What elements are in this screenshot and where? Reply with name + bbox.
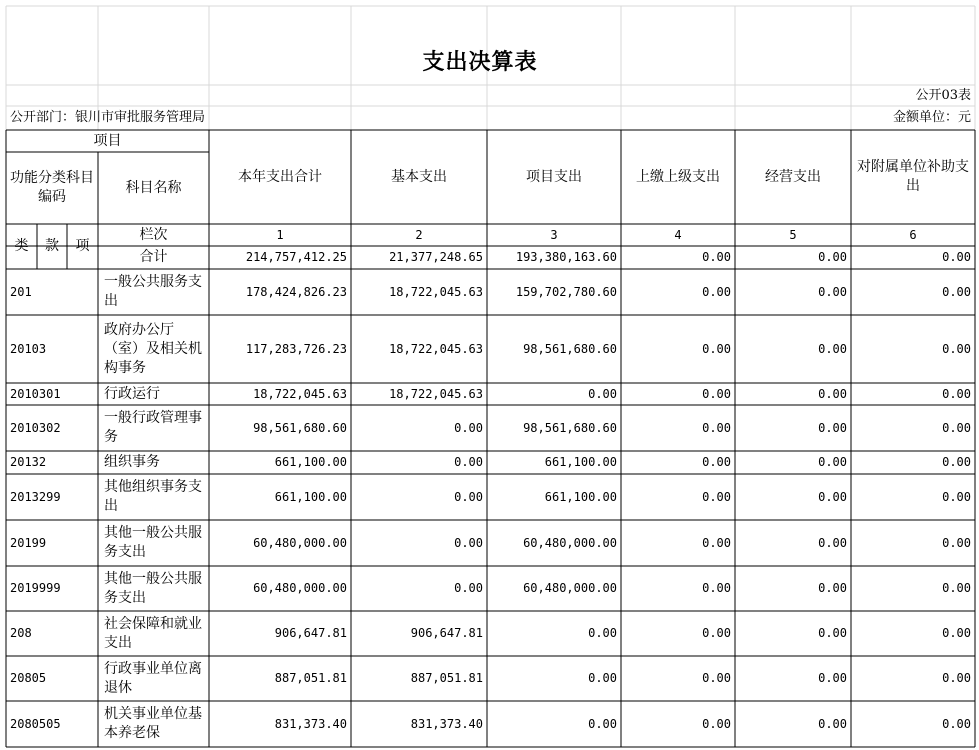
- column-header: 项目支出: [526, 168, 582, 185]
- row-value: 0.00: [702, 420, 731, 435]
- header-func-code: 功能分类科目编码: [10, 170, 94, 205]
- row-subject-name: 行政运行: [104, 385, 160, 402]
- row-value: 0.00: [588, 626, 617, 640]
- row-value: 0.00: [942, 341, 971, 356]
- row-value: 18,722,045.63: [389, 341, 483, 356]
- header-lei: 类: [14, 238, 29, 254]
- row-value: 0.00: [818, 626, 847, 640]
- row-value: 661,100.00: [544, 455, 617, 469]
- row-code: 20132: [10, 455, 47, 469]
- row-value: 60,480,000.00: [523, 535, 617, 550]
- total-value: 0.00: [942, 250, 971, 264]
- column-header: 对附属单位补助支出: [857, 159, 969, 194]
- row-value: 0.00: [702, 671, 731, 685]
- column-number: 6: [909, 227, 917, 242]
- row-code: 2010302: [10, 420, 61, 435]
- header-heji: 合计: [139, 249, 168, 265]
- row-value: 0.00: [702, 581, 731, 595]
- row-code: 20199: [10, 535, 47, 550]
- row-value: 60,480,000.00: [253, 581, 347, 595]
- row-value: 0.00: [454, 535, 483, 550]
- row-subject-name: 其他一般公共服务支出: [104, 570, 202, 606]
- row-value: 18,722,045.63: [389, 386, 483, 401]
- row-value: 0.00: [702, 386, 731, 401]
- row-value: 0.00: [702, 341, 731, 356]
- row-value: 0.00: [702, 716, 731, 731]
- total-value: 0.00: [702, 250, 731, 264]
- row-value: 831,373.40: [410, 716, 483, 731]
- row-value: 0.00: [702, 489, 731, 504]
- row-value: 0.00: [942, 716, 971, 731]
- column-header: 基本支出: [391, 168, 447, 185]
- row-value: 0.00: [454, 455, 483, 469]
- row-value: 0.00: [818, 535, 847, 550]
- column-header: 本年支出合计: [238, 168, 322, 185]
- row-value: 18,722,045.63: [389, 284, 483, 299]
- row-value: 60,480,000.00: [253, 535, 347, 550]
- row-value: 0.00: [702, 284, 731, 299]
- row-value: 0.00: [818, 489, 847, 504]
- department-label: 公开部门：银川市审批服务管理局: [10, 110, 206, 125]
- row-value: 0.00: [818, 455, 847, 469]
- row-value: 831,373.40: [274, 716, 347, 731]
- row-subject-name: 其他组织事务支出: [104, 479, 202, 514]
- header-subject-name: 科目名称: [125, 179, 182, 196]
- row-code: 20103: [10, 341, 47, 356]
- row-value: 98,561,680.60: [253, 420, 347, 435]
- row-code: 208: [10, 626, 32, 640]
- total-value: 0.00: [818, 250, 847, 264]
- form-number: 公开03表: [915, 88, 971, 103]
- row-subject-name: 行政事业单位离退休: [104, 660, 202, 696]
- column-number: 4: [674, 227, 682, 242]
- row-value: 0.00: [818, 420, 847, 435]
- column-number: 1: [276, 227, 284, 242]
- row-value: 0.00: [942, 489, 971, 504]
- column-header: 经营支出: [765, 168, 821, 185]
- row-value: 0.00: [454, 581, 483, 595]
- row-subject-name: 政府办公厅（室）及相关机构事务: [104, 321, 202, 376]
- total-value: 21,377,248.65: [389, 250, 483, 264]
- row-value: 0.00: [818, 341, 847, 356]
- row-code: 20805: [10, 671, 47, 685]
- row-subject-name: 社会保障和就业支出: [104, 615, 202, 651]
- row-value: 0.00: [818, 671, 847, 685]
- row-code: 2019999: [10, 581, 61, 595]
- row-value: 661,100.00: [274, 455, 347, 469]
- row-code: 201: [10, 284, 32, 299]
- row-value: 18,722,045.63: [253, 386, 347, 401]
- row-value: 0.00: [818, 284, 847, 299]
- row-value: 887,051.81: [274, 671, 347, 685]
- row-value: 0.00: [588, 671, 617, 685]
- row-value: 0.00: [942, 386, 971, 401]
- row-value: 117,283,726.23: [245, 341, 347, 356]
- row-value: 0.00: [942, 626, 971, 640]
- column-number: 3: [550, 227, 558, 242]
- row-value: 661,100.00: [544, 489, 617, 504]
- page-title: 支出决算表: [422, 49, 538, 75]
- row-value: 0.00: [942, 581, 971, 595]
- row-value: 887,051.81: [410, 671, 483, 685]
- row-subject-name: 一般行政管理事务: [104, 410, 202, 445]
- row-value: 178,424,826.23: [245, 284, 347, 299]
- header-lanci: 栏次: [139, 226, 168, 243]
- row-value: 661,100.00: [274, 489, 347, 504]
- row-value: 98,561,680.60: [523, 341, 617, 356]
- row-value: 98,561,680.60: [523, 420, 617, 435]
- header-project: 项目: [93, 132, 122, 149]
- row-value: 0.00: [588, 386, 617, 401]
- header-kuan: 款: [45, 238, 59, 254]
- header-xiang: 项: [75, 238, 90, 254]
- total-value: 214,757,412.25: [245, 250, 347, 264]
- row-value: 0.00: [702, 455, 731, 469]
- row-value: 0.00: [702, 626, 731, 640]
- total-value: 193,380,163.60: [515, 250, 617, 264]
- row-value: 0.00: [454, 420, 483, 435]
- row-value: 0.00: [818, 386, 847, 401]
- row-value: 0.00: [942, 284, 971, 299]
- row-value: 0.00: [702, 535, 731, 550]
- column-number: 2: [415, 227, 423, 242]
- row-code: 2013299: [10, 489, 61, 504]
- row-value: 60,480,000.00: [523, 581, 617, 595]
- column-header: 上缴上级支出: [636, 168, 720, 185]
- row-subject-name: 其他一般公共服务支出: [104, 525, 202, 560]
- row-value: 906,647.81: [410, 626, 483, 640]
- currency-unit: 金额单位：元: [892, 110, 971, 125]
- row-code: 2080505: [10, 716, 61, 731]
- row-value: 159,702,780.60: [515, 284, 617, 299]
- row-value: 0.00: [942, 535, 971, 550]
- row-subject-name: 组织事务: [104, 454, 160, 470]
- row-value: 0.00: [818, 716, 847, 731]
- row-value: 0.00: [818, 581, 847, 595]
- row-value: 906,647.81: [274, 626, 347, 640]
- row-value: 0.00: [942, 420, 971, 435]
- row-value: 0.00: [454, 489, 483, 504]
- row-subject-name: 一般公共服务支出: [104, 274, 202, 309]
- row-value: 0.00: [588, 716, 617, 731]
- column-number: 5: [789, 227, 797, 242]
- row-value: 0.00: [942, 455, 971, 469]
- row-value: 0.00: [942, 671, 971, 685]
- row-code: 2010301: [10, 386, 61, 401]
- row-subject-name: 机关事业单位基本养老保: [104, 706, 202, 741]
